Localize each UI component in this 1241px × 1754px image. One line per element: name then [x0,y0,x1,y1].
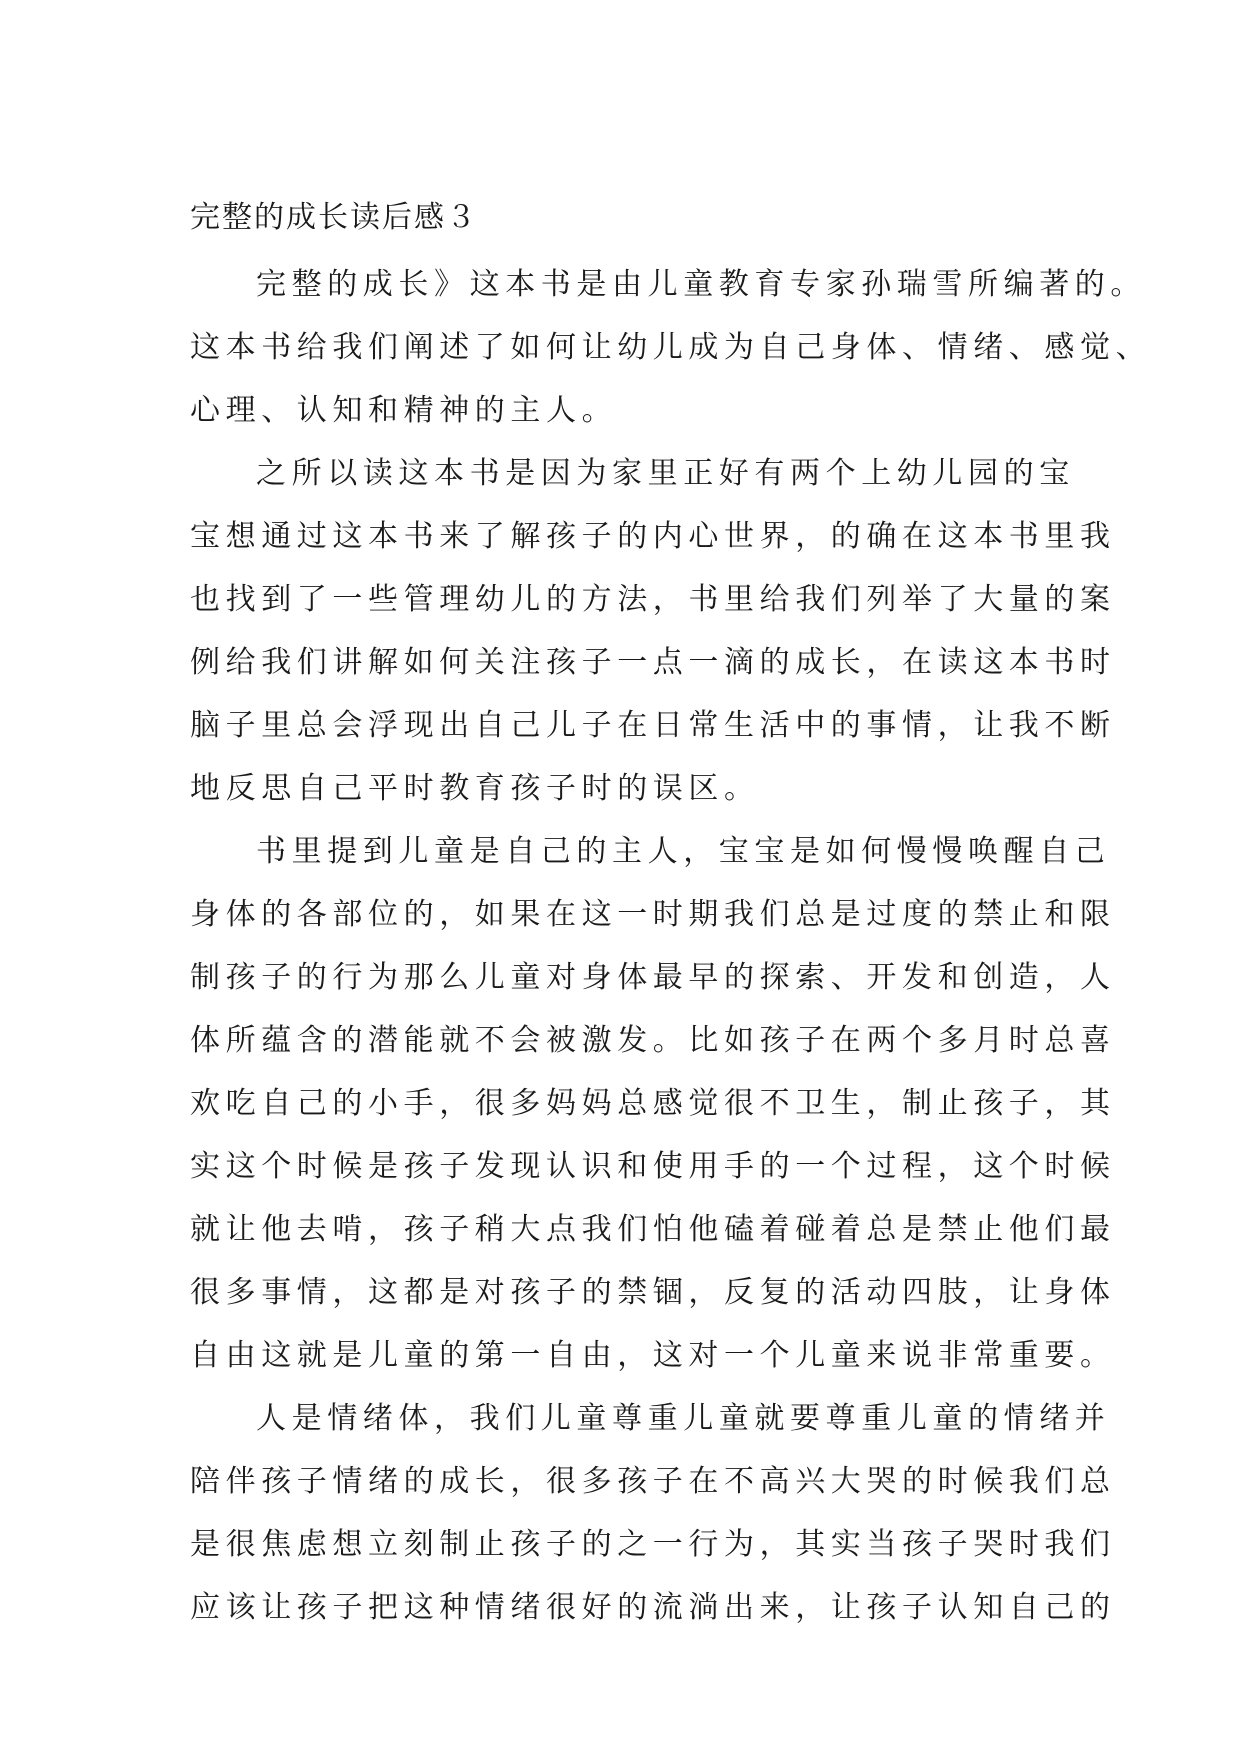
text-line: 也找到了一些管理幼儿的方法，书里给我们列举了大量的案 [190,582,1116,617]
text-line: 脑子里总会浮现出自己儿子在日常生活中的事情，让我不断 [190,708,1116,743]
text-line: 实这个时候是孩子发现认识和使用手的一个过程，这个时候 [190,1149,1116,1184]
text-line: 心理、认知和精神的主人。 [190,393,618,428]
text-line: 人是情绪体，我们儿童尊重儿童就要尊重儿童的情绪并 [256,1401,1111,1436]
document-title: 完整的成长读后感３ [190,200,478,235]
paragraph-3 [190,820,1116,1387]
paragraph-2 [190,442,1116,820]
text-line: 就让他去啃，孩子稍大点我们怕他磕着碰着总是禁止他们最 [190,1212,1116,1247]
text-line: 应该让孩子把这种情绪很好的流淌出来，让孩子认知自己的 [190,1590,1116,1625]
text-line: 欢吃自己的小手，很多妈妈总感觉很不卫生，制止孩子，其 [190,1086,1116,1121]
paragraph-1 [190,253,1152,442]
text-line: 宝想通过这本书来了解孩子的内心世界，的确在这本书里我 [190,519,1116,554]
text-line: 很多事情，这都是对孩子的禁锢，反复的活动四肢，让身体 [190,1275,1116,1310]
text-line: 地反思自己平时教育孩子时的误区。 [190,771,760,806]
document-body [190,253,1152,1639]
text-line: 自由这就是儿童的第一自由，这对一个儿童来说非常重要。 [190,1338,1116,1373]
text-line: 这本书给我们阐述了如何让幼儿成为自己身体、情绪、感觉、 [190,330,1152,365]
text-line: 完整的成长》这本书是由儿童教育专家孙瑞雪所编著的。 [256,267,1146,302]
paragraph-4 [190,1387,1116,1639]
text-line: 陪伴孩子情绪的成长，很多孩子在不高兴大哭的时候我们总 [190,1464,1116,1499]
text-line: 书里提到儿童是自己的主人，宝宝是如何慢慢唤醒自己 [256,834,1111,869]
text-line: 之所以读这本书是因为家里正好有两个上幼儿园的宝 [256,456,1075,491]
text-line: 例给我们讲解如何关注孩子一点一滴的成长，在读这本书时 [190,645,1116,680]
text-line: 是很焦虑想立刻制止孩子的之一行为，其实当孩子哭时我们 [190,1527,1116,1562]
text-line: 身体的各部位的，如果在这一时期我们总是过度的禁止和限 [190,897,1116,932]
text-line: 制孩子的行为那么儿童对身体最早的探索、开发和创造，人 [190,960,1116,995]
text-line: 体所蕴含的潜能就不会被激发。比如孩子在两个多月时总喜 [190,1023,1116,1058]
